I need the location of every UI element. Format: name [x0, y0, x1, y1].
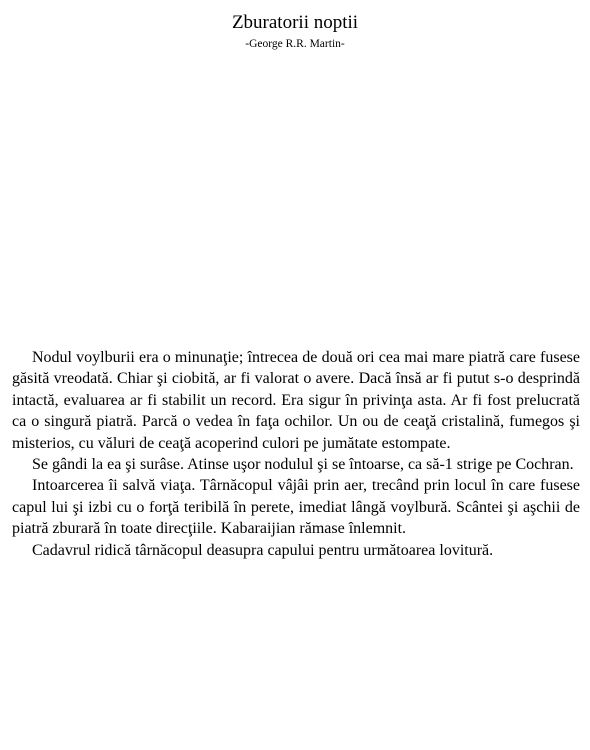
document-author: -George R.R. Martin-	[245, 38, 345, 50]
document-title: Zburatorii noptii	[231, 12, 359, 33]
paragraph: Se gândi la ea şi surâse. Atinse uşor nodulul şi se întoarse, ca să-1 strige pe Cochran.	[32, 456, 574, 474]
paragraph: Intoarcerea îi salvă viaţa. Târnăcopul vâjâi prin aer, trecând prin locul în care fusese capul lui şi izbi cu o forţă teribilă în perete, imediat lângă voylbură. Scântei şi aşchii de piatră zburară în toate direcţiile. Kabaraijian rămase înlemnit.	[12, 477, 580, 538]
document-body	[12, 347, 580, 561]
paragraph: Cadavrul ridică târnăcopul deasupra capului pentru următoarea lovitură.	[32, 541, 494, 559]
paragraph: Nodul voylburii era o minunaţie; întrecea de două ori cea mai mare piatră care fusese găsită vreodată. Chiar şi ciobită, ar fi valorat o avere. Dacă însă ar fi putut s-o desprindă intactă, evaluarea ar fi stabilit un record. Era sigur în privinţa asta. Ar fi fost prelucrată ca o singură piatră. Parcă o vedea în faţa ochilor. Un ou de ceaţă cristalină, fumegos şi misterios, cu văluri de ceaţă acoperind culori pe jumătate estompate.	[12, 349, 580, 452]
